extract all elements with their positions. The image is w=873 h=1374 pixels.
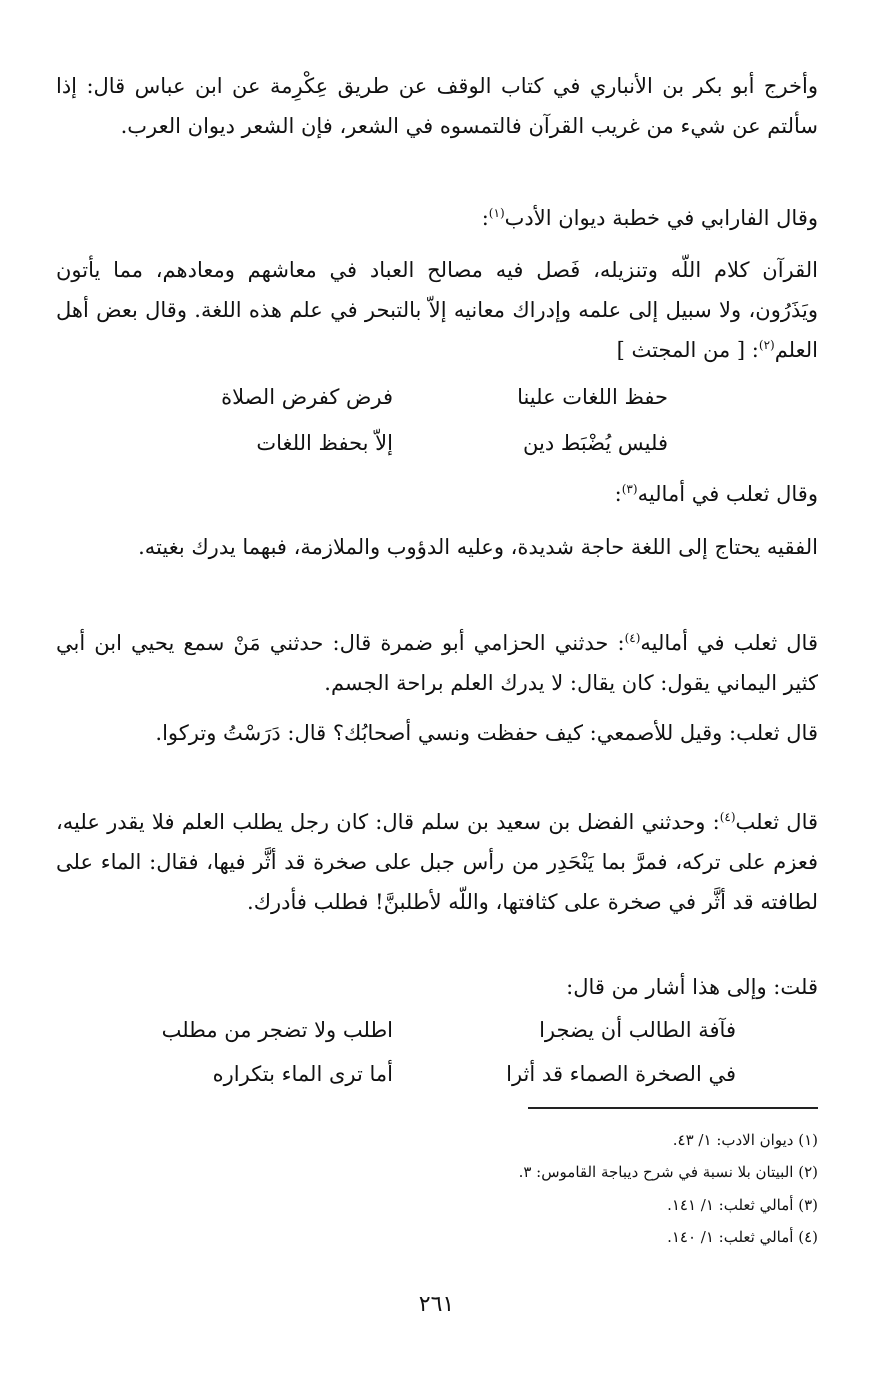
paragraph-text: وقال الفارابي في خطبة ديوان الأدب (504, 206, 818, 230)
paragraph-farabi-intro (56, 198, 818, 238)
paragraph-hizami (56, 623, 818, 703)
footnote-ref: (١) (488, 206, 505, 220)
footnote-ref: (٤) (719, 810, 736, 824)
footnote-divider (528, 1107, 818, 1109)
paragraph-fadl (56, 802, 818, 922)
footnote-ref: (٢) (758, 338, 775, 352)
verse-1-second-hemistich: فرض كفرض الصلاة (221, 385, 393, 409)
footnote-1: (١) ديوان الادب: ١/ ٤٣. (672, 1131, 818, 1149)
verse-4-first-hemistich: أما ترى الماء بتكراره (212, 1062, 393, 1086)
footnote-ref: (٤) (624, 631, 641, 645)
paragraph-text: قال ثعلب في أماليه (640, 631, 818, 655)
paragraph-thalab-intro (56, 474, 818, 514)
verse-1-first-hemistich: حفظ اللغات علينا (517, 385, 668, 409)
paragraph-quran-language (56, 250, 818, 370)
footnote-3: (٣) أمالي ثعلب: ١/ ١٤١. (667, 1196, 818, 1214)
verse-4-second-hemistich: في الصخرة الصماء قد أثرا (506, 1062, 736, 1086)
paragraph-text: قال ثعلب (735, 810, 819, 834)
verse-3-second-hemistich: فآفة الطالب أن يضجرا (539, 1018, 736, 1042)
paragraph-faqih: الفقيه يحتاج إلى اللغة حاجة شديدة، وعليه الدؤوب والملازمة، فبهما يدرك بغيته. (138, 535, 818, 559)
paragraph-tail: : حدثني الحزامي أبو ضمرة قال: حدثني مَنْ سمع يحيي ابن أبي كثير اليماني يقول: كان يقال: لا يدرك العلم براحة الجسم. (56, 631, 818, 695)
footnote-2: (٢) البيتان بلا نسبة في شرح ديباجة القاموس: ٣. (518, 1163, 818, 1181)
paragraph-ibn-al-anbari: وأخرج أبو بكر بن الأنباري في كتاب الوقف عن طريق عِكْرِمة عن ابن عباس قال: إذا سألتم عن شيء من غريب القرآن فالتمسوه في الشعر، فإن الشعر ديوان العرب. (56, 74, 818, 138)
paragraph-tail: : وحدثني الفضل بن سعيد بن سلم قال: كان رجل يطلب العلم فلا يقدر عليه، فعزم على تركه، فمرَّ بما يَنْحَدِر من رأس جبل على صخرة قد أثَّر فيها، فقال: الماء على لطافته قد أثَّر في صخرة على كثافتها، واللّه لأطلبنَّ! فطلب فأدرك. (56, 810, 818, 914)
paragraph-tail: : (614, 482, 622, 506)
paragraph-asmai: قال ثعلب: وقيل للأصمعي: كيف حفظت ونسي أصحابُك؟ قال: دَرَسْتُ وتركوا. (155, 721, 818, 745)
footnote-ref: (٣) (621, 482, 638, 496)
verse-2-first-hemistich: فليس يُضْبَط دين (523, 431, 668, 455)
paragraph-qultu: قلت: وإلى هذا أشار من قال: (566, 975, 818, 999)
page-number: ٢٦١ (418, 1292, 455, 1317)
paragraph-text: وقال ثعلب في أماليه (637, 482, 818, 506)
paragraph-tail: : [ من المجتث ] (616, 338, 759, 362)
paragraph-tail: : (481, 206, 489, 230)
verse-2-second-hemistich: إلاّ بحفظ اللغات (256, 431, 393, 455)
verse-3-first-hemistich: اطلب ولا تضجر من مطلب (161, 1018, 393, 1042)
paragraph-text: القرآن كلام اللّه وتنزيله، فَصل فيه مصالح العباد في معاشهم ومعادهم، مما يأتون ويَذَرُون، ولا سبيل إلى علمه وإدراك معانيه إلاّ بالتبحر في علم هذه اللغة. وقال بعض أهل العلم (56, 258, 818, 362)
footnote-4: (٤) أمالي ثعلب: ١/ ١٤٠. (667, 1228, 818, 1246)
